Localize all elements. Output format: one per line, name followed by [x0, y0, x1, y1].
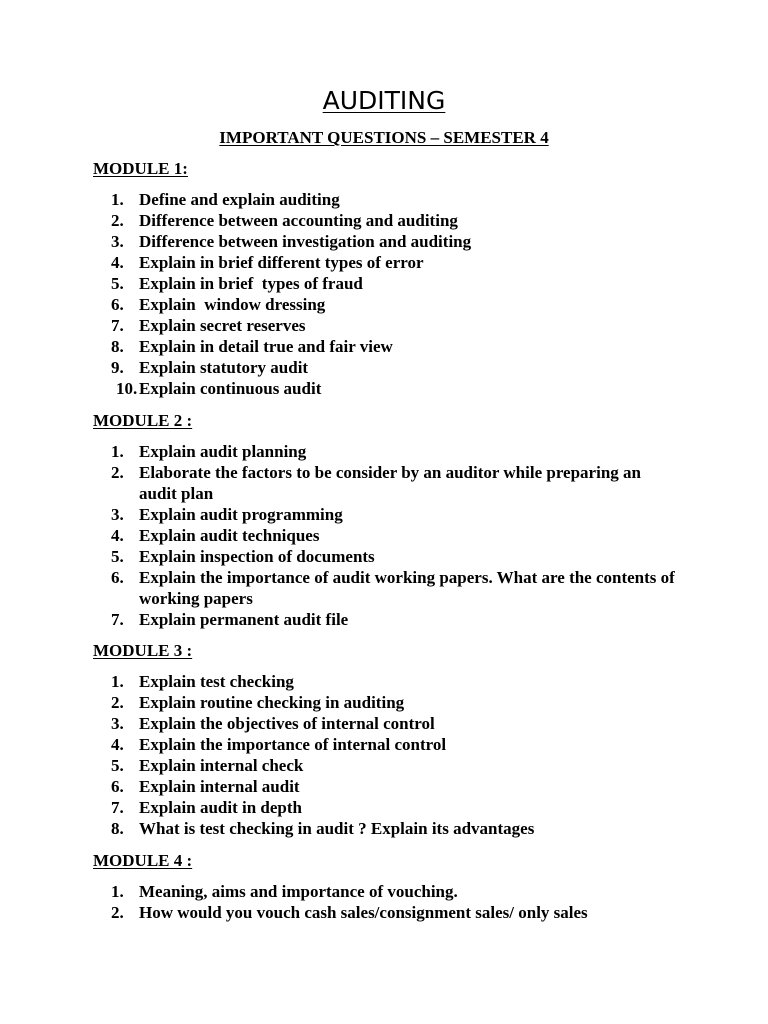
question-text: Explain internal check	[139, 756, 304, 775]
question-text: Explain in detail true and fair view	[139, 337, 393, 356]
question-text: Explain continuous audit	[139, 379, 322, 398]
question-item	[0, 671, 768, 692]
question-item	[0, 818, 768, 839]
question-text: Explain audit techniques	[139, 526, 320, 545]
question-number: 8.	[111, 337, 124, 356]
question-text: Explain in brief types of fraud	[139, 274, 363, 293]
question-number: 4.	[111, 735, 124, 754]
question-number: 7.	[111, 316, 124, 335]
question-text: Explain internal audit	[139, 777, 300, 796]
question-text: Explain test checking	[139, 672, 294, 691]
question-text: Difference between accounting and auditing	[139, 211, 458, 230]
question-item	[0, 336, 768, 357]
question-number: 5.	[111, 756, 124, 775]
question-number: 4.	[111, 253, 124, 272]
question-item	[0, 231, 768, 252]
question-item	[0, 357, 768, 378]
question-number: 1.	[111, 882, 124, 901]
module-3-question-list	[0, 671, 768, 839]
question-text: Explain permanent audit file	[139, 610, 349, 629]
question-item	[0, 755, 768, 776]
question-number: 8.	[111, 819, 124, 838]
question-item	[0, 776, 768, 797]
question-number: 1.	[111, 190, 124, 209]
question-text: Difference between investigation and auditing	[139, 232, 472, 251]
question-text: Meaning, aims and importance of vouching.	[139, 882, 458, 901]
module-4-question-list	[0, 881, 768, 923]
question-number: 6.	[111, 295, 124, 314]
question-number: 2.	[111, 211, 124, 230]
question-number: 1.	[111, 672, 124, 691]
module-2-heading: MODULE 2 :	[93, 411, 193, 430]
question-number: 3.	[111, 505, 124, 524]
question-item	[0, 210, 768, 231]
question-number: 2.	[111, 693, 124, 712]
question-item	[0, 609, 768, 630]
question-number: 2.	[111, 463, 124, 482]
question-text: Explain statutory audit	[139, 358, 309, 377]
question-text: Explain the importance of internal control	[139, 735, 447, 754]
question-text: What is test checking in audit ? Explain its advantages	[139, 819, 535, 838]
question-number: 9.	[111, 358, 124, 377]
question-item	[0, 797, 768, 818]
question-number: 5.	[111, 274, 124, 293]
question-item	[0, 713, 768, 734]
question-number: 1.	[111, 442, 124, 461]
document-subtitle: IMPORTANT QUESTIONS – SEMESTER 4	[219, 128, 549, 147]
module-1-heading: MODULE 1:	[93, 159, 188, 178]
question-number: 6.	[111, 777, 124, 796]
question-number: 2.	[111, 903, 124, 922]
question-item	[0, 189, 768, 210]
module-4-heading: MODULE 4 :	[93, 851, 193, 870]
question-number: 3.	[111, 714, 124, 733]
question-text: Elaborate the factors to be consider by an auditor while preparing an audit plan	[139, 463, 646, 503]
question-item	[0, 902, 768, 923]
module-2-question-list	[0, 441, 768, 630]
question-number: 10.	[116, 379, 138, 398]
module-1-question-list	[0, 189, 768, 399]
question-item	[0, 734, 768, 755]
question-text: Explain audit programming	[139, 505, 343, 524]
question-item	[0, 462, 768, 504]
question-item	[0, 525, 768, 546]
question-text: How would you vouch cash sales/consignment sales/ only sales	[139, 903, 588, 922]
question-text: Explain routine checking in auditing	[139, 693, 405, 712]
question-item	[0, 504, 768, 525]
question-text: Explain the objectives of internal control	[139, 714, 435, 733]
question-number: 5.	[111, 547, 124, 566]
question-number: 4.	[111, 526, 124, 545]
question-item	[0, 692, 768, 713]
question-text: Explain audit in depth	[139, 798, 302, 817]
question-item	[0, 567, 768, 609]
module-3-heading: MODULE 3 :	[93, 641, 193, 660]
question-item	[0, 294, 768, 315]
question-item	[0, 315, 768, 336]
question-item	[0, 252, 768, 273]
question-item	[0, 441, 768, 462]
question-text: Explain in brief different types of error	[139, 253, 424, 272]
question-item	[0, 378, 768, 399]
question-text: Explain the importance of audit working papers. What are the contents of working papers	[139, 568, 680, 608]
document-title: AUDITING	[322, 86, 446, 115]
question-text: Explain inspection of documents	[139, 547, 375, 566]
question-number: 3.	[111, 232, 124, 251]
question-number: 7.	[111, 798, 124, 817]
question-text: Explain audit planning	[139, 442, 307, 461]
question-text: Define and explain auditing	[139, 190, 340, 209]
question-number: 6.	[111, 568, 124, 587]
question-number: 7.	[111, 610, 124, 629]
question-item	[0, 546, 768, 567]
question-item	[0, 881, 768, 902]
question-text: Explain secret reserves	[139, 316, 306, 335]
question-item	[0, 273, 768, 294]
question-text: Explain window dressing	[139, 295, 326, 314]
